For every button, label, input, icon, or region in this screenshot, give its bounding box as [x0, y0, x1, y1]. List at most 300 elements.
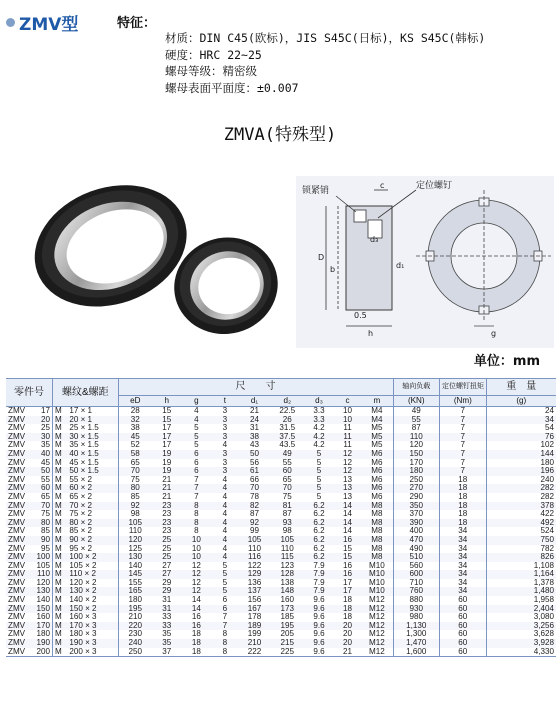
table-cell: 282 — [486, 493, 556, 502]
table-cell: M — [53, 553, 68, 562]
table-cell: ZMV — [6, 519, 31, 528]
table-cell: 230 — [118, 630, 152, 639]
spec-list — [165, 30, 485, 96]
table-cell: 750 — [486, 536, 556, 545]
table-cell: M — [53, 424, 68, 433]
table-cell: 17 — [152, 441, 182, 450]
table-cell: 9.6 — [304, 648, 334, 657]
table-cell: 21 — [334, 648, 361, 657]
table-cell: 8 — [182, 502, 212, 511]
weight-unit: (g) — [486, 396, 556, 407]
table-cell: 6.2 — [304, 536, 334, 545]
table-row — [6, 562, 556, 571]
table-cell: ZMV — [6, 596, 31, 605]
table-row — [6, 570, 556, 579]
table-cell: 3 — [211, 450, 238, 459]
table-cell: 130 × 2 — [67, 587, 118, 596]
table-cell: 4 — [211, 553, 238, 562]
table-cell: 5 — [304, 450, 334, 459]
table-cell: 105 — [31, 562, 52, 571]
table-cell: 9.6 — [304, 622, 334, 631]
table-cell: 81 — [270, 502, 304, 511]
table-cell: 7.9 — [304, 579, 334, 588]
table-cell: 125 — [118, 545, 152, 554]
table-cell: 18 — [440, 476, 487, 485]
unit-label: 单位：mm — [473, 354, 540, 369]
table-cell: 35 — [31, 441, 52, 450]
table-row — [6, 553, 556, 562]
table-cell: 90 × 2 — [67, 536, 118, 545]
dim-g-label: g — [491, 329, 497, 338]
table-cell: 160 × 3 — [67, 613, 118, 622]
table-cell: 250 — [118, 648, 152, 657]
table-cell: 78 — [239, 493, 271, 502]
table-cell: 19 — [152, 459, 182, 468]
table-cell: 55 — [393, 416, 440, 425]
table-cell: M12 — [361, 648, 393, 657]
table-cell: 35 × 1.5 — [67, 441, 118, 450]
table-cell: 189 — [239, 622, 271, 631]
table-cell: M12 — [361, 630, 393, 639]
col-thread-pitch: 螺纹&螺距 — [53, 379, 119, 407]
table-cell: 5 — [211, 587, 238, 596]
table-row — [6, 536, 556, 545]
table-cell: 7 — [440, 450, 487, 459]
table-cell: 60 — [440, 605, 487, 614]
table-cell: 80 — [118, 484, 152, 493]
table-cell: 65 × 2 — [67, 493, 118, 502]
table-cell: M10 — [361, 562, 393, 571]
table-cell: 170 — [31, 622, 52, 631]
table-cell: 3,080 — [486, 613, 556, 622]
table-cell: 105 × 2 — [67, 562, 118, 571]
col-part-number: 零件号 — [6, 379, 53, 407]
table-cell: M6 — [361, 476, 393, 485]
table-cell: 6.2 — [304, 545, 334, 554]
table-cell: 110 — [118, 527, 152, 536]
table-row — [6, 605, 556, 614]
table-cell: 18 — [440, 493, 487, 502]
lock-pin-label: 锁紧销 — [302, 186, 330, 196]
spec-flatness: 螺母表面平面度：±0.007 — [165, 80, 299, 95]
table-cell: ZMV — [6, 407, 31, 416]
table-row — [6, 519, 556, 528]
table-cell: 87 — [393, 424, 440, 433]
table-cell: 17 — [334, 579, 361, 588]
table-cell: 18 — [334, 596, 361, 605]
table-cell: 155 — [118, 579, 152, 588]
table-cell: 60 — [440, 630, 487, 639]
table-cell: 7 — [440, 467, 487, 476]
table-cell: 60 — [440, 596, 487, 605]
table-cell: ZMV — [6, 648, 31, 657]
table-cell: 5 — [211, 562, 238, 571]
table-cell: 4 — [182, 407, 212, 416]
table-cell: 9.6 — [304, 613, 334, 622]
table-cell: 282 — [486, 484, 556, 493]
table-cell: 33 — [152, 622, 182, 631]
table-cell: 15 — [152, 416, 182, 425]
table-cell: 95 × 2 — [67, 545, 118, 554]
table-cell: 10 — [334, 416, 361, 425]
page-subtitle: ZMVA(特殊型) — [223, 125, 337, 145]
table-cell: 524 — [486, 527, 556, 536]
table-cell: 6 — [182, 450, 212, 459]
table-cell: 3 — [211, 424, 238, 433]
table-cell: 9.6 — [304, 605, 334, 614]
table-cell: M — [53, 648, 68, 657]
dim-b-label: b — [330, 265, 336, 274]
table-cell: 98 — [118, 510, 152, 519]
table-cell: 4 — [211, 484, 238, 493]
table-cell: 16 — [334, 536, 361, 545]
table-cell: 7.9 — [304, 562, 334, 571]
table-cell: 13 — [334, 484, 361, 493]
torque-unit: (Nm) — [440, 396, 487, 407]
table-cell: 7 — [440, 424, 487, 433]
table-cell: M8 — [361, 545, 393, 554]
table-row — [6, 484, 556, 493]
table-cell: 100 × 2 — [67, 553, 118, 562]
table-cell: ZMV — [6, 424, 31, 433]
table-cell: 4 — [211, 502, 238, 511]
table-cell: 14 — [334, 510, 361, 519]
table-cell: 55 — [270, 459, 304, 468]
table-cell: 70 — [239, 484, 271, 493]
table-cell: 492 — [486, 519, 556, 528]
table-cell: 11 — [334, 433, 361, 442]
table-cell: 7 — [440, 441, 487, 450]
table-cell: 110 — [31, 570, 52, 579]
table-cell: 34 — [440, 536, 487, 545]
table-cell: 17 × 1 — [67, 407, 118, 416]
table-cell: 6 — [182, 467, 212, 476]
table-cell: 70 — [270, 484, 304, 493]
table-cell: 31 — [239, 424, 271, 433]
table-cell: ZMV — [6, 605, 31, 614]
table-cell: 45 — [31, 459, 52, 468]
table-cell: 60 — [270, 467, 304, 476]
table-cell: 6 — [182, 459, 212, 468]
table-cell: M6 — [361, 493, 393, 502]
table-cell: 9.6 — [304, 596, 334, 605]
table-cell: 110 — [393, 433, 440, 442]
table-cell: 270 — [393, 484, 440, 493]
table-cell: ZMV — [6, 467, 31, 476]
table-cell: 5 — [304, 467, 334, 476]
table-cell: M5 — [361, 424, 393, 433]
table-cell: 29 — [152, 587, 182, 596]
brand-title: ZMV型 — [19, 15, 79, 35]
table-cell: 7 — [182, 493, 212, 502]
table-cell: 80 × 2 — [67, 519, 118, 528]
table-cell: 980 — [393, 613, 440, 622]
table-cell: 150 — [31, 605, 52, 614]
table-cell: 180 — [393, 467, 440, 476]
table-cell: 50 × 1.5 — [67, 467, 118, 476]
table-cell: 34 — [440, 579, 487, 588]
table-cell: 65 — [118, 459, 152, 468]
table-cell: M — [53, 416, 68, 425]
table-cell: 4.2 — [304, 433, 334, 442]
table-cell: M10 — [361, 587, 393, 596]
table-cell: 37.5 — [270, 433, 304, 442]
table-cell: M — [53, 605, 68, 614]
table-cell: 140 × 2 — [67, 596, 118, 605]
table-cell: 20 × 1 — [67, 416, 118, 425]
table-cell: 60 × 2 — [67, 484, 118, 493]
table-cell: 70 × 2 — [67, 502, 118, 511]
table-cell: 15 — [152, 407, 182, 416]
table-cell: 95 — [31, 545, 52, 554]
table-cell: 5 — [211, 570, 238, 579]
table-cell: 87 — [270, 510, 304, 519]
table-cell: 60 — [440, 622, 487, 631]
table-cell: 20 — [334, 630, 361, 639]
spec-material: 材质：DIN C45(欧标)，JIS S45C(日标)，KS S45C(韩标) — [165, 31, 486, 45]
table-cell: 92 — [118, 502, 152, 511]
table-cell: 92 — [239, 519, 271, 528]
table-cell: 49 — [393, 407, 440, 416]
table-cell: 240 — [118, 639, 152, 648]
table-cell: 10 — [182, 536, 212, 545]
col-weight: 重 量 — [486, 379, 556, 396]
table-cell: 14 — [334, 502, 361, 511]
table-cell: 14 — [334, 527, 361, 536]
table-cell: 6 — [211, 596, 238, 605]
table-cell: 195 — [118, 605, 152, 614]
table-cell: 5 — [304, 459, 334, 468]
table-cell: ZMV — [6, 587, 31, 596]
table-cell: 21 — [152, 484, 182, 493]
table-cell: 12 — [334, 459, 361, 468]
table-cell: 25 — [152, 536, 182, 545]
table-cell: 65 — [31, 493, 52, 502]
table-cell: 510 — [393, 553, 440, 562]
table-cell: 422 — [486, 510, 556, 519]
table-cell: M — [53, 536, 68, 545]
table-cell: 195 — [270, 622, 304, 631]
table-cell: 490 — [393, 545, 440, 554]
table-cell: 10 — [182, 545, 212, 554]
table-cell: 178 — [239, 613, 271, 622]
table-row — [6, 441, 556, 450]
dim-c-label: c — [380, 181, 385, 190]
sub-col-h: h — [152, 396, 182, 407]
table-cell: 18 — [440, 510, 487, 519]
table-cell: 18 — [440, 519, 487, 528]
table-cell: 145 — [118, 570, 152, 579]
table-cell: 10 — [334, 407, 361, 416]
table-cell: 5 — [182, 441, 212, 450]
table-cell: 45 — [118, 433, 152, 442]
table-cell: 390 — [393, 519, 440, 528]
table-cell: M — [53, 570, 68, 579]
table-cell: 3.3 — [304, 407, 334, 416]
table-cell: M — [53, 519, 68, 528]
table-cell: 66 — [239, 476, 271, 485]
table-cell: ZMV — [6, 536, 31, 545]
table-cell: 122 — [239, 562, 271, 571]
table-cell: 5 — [304, 493, 334, 502]
table-cell: M12 — [361, 613, 393, 622]
table-cell: 70 — [118, 467, 152, 476]
table-cell: 5 — [304, 476, 334, 485]
table-cell: ZMV — [6, 484, 31, 493]
table-cell: 3 — [211, 459, 238, 468]
table-cell: 200 — [31, 648, 52, 657]
table-cell: M4 — [361, 416, 393, 425]
table-cell: 55 × 2 — [67, 476, 118, 485]
table-cell: M6 — [361, 484, 393, 493]
table-cell: 115 — [270, 553, 304, 562]
table-row — [6, 416, 556, 425]
table-cell: 7 — [211, 622, 238, 631]
table-cell: 15 — [334, 545, 361, 554]
table-cell: ZMV — [6, 433, 31, 442]
table-cell: 24 — [239, 416, 271, 425]
table-cell: 3,628 — [486, 630, 556, 639]
table-cell: 1,480 — [486, 587, 556, 596]
table-cell: 165 — [118, 587, 152, 596]
table-cell: M10 — [361, 579, 393, 588]
table-cell: 30 × 1.5 — [67, 433, 118, 442]
table-cell: 8 — [211, 648, 238, 657]
table-cell: 129 — [239, 570, 271, 579]
table-cell: 60 — [31, 484, 52, 493]
table-cell: 16 — [182, 622, 212, 631]
table-cell: M — [53, 527, 68, 536]
table-cell: ZMV — [6, 570, 31, 579]
table-cell: 75 × 2 — [67, 510, 118, 519]
table-cell: 6.2 — [304, 510, 334, 519]
sub-col-t: t — [211, 396, 238, 407]
table-cell: 105 — [270, 536, 304, 545]
table-cell: 7 — [440, 459, 487, 468]
table-body — [6, 407, 556, 657]
table-cell: M8 — [361, 536, 393, 545]
table-cell: 75 — [118, 476, 152, 485]
table-cell: 33 — [152, 613, 182, 622]
table-cell: 215 — [270, 639, 304, 648]
table-cell: ZMV — [6, 639, 31, 648]
table-cell: 30 — [31, 433, 52, 442]
table-cell: 7 — [440, 433, 487, 442]
table-cell: 120 — [31, 579, 52, 588]
table-cell: 12 — [182, 587, 212, 596]
table-cell: 18 — [182, 630, 212, 639]
sub-col-c: c — [334, 396, 361, 407]
table-cell: M8 — [361, 510, 393, 519]
table-cell: ZMV — [6, 553, 31, 562]
table-cell: 25 — [31, 424, 52, 433]
table-cell: 138 — [270, 579, 304, 588]
table-cell: 40 × 1.5 — [67, 450, 118, 459]
table-cell: 600 — [393, 570, 440, 579]
table-cell: M — [53, 562, 68, 571]
table-cell: M12 — [361, 639, 393, 648]
table-cell: 826 — [486, 553, 556, 562]
table-cell: 38 — [118, 424, 152, 433]
table-cell: 5 — [211, 579, 238, 588]
table-cell: 17 — [334, 587, 361, 596]
table-cell: M8 — [361, 519, 393, 528]
load-unit: (KN) — [393, 396, 440, 407]
table-cell: 21 — [152, 476, 182, 485]
table-cell: 12 — [182, 562, 212, 571]
table-cell: 225 — [270, 648, 304, 657]
table-cell: 12 — [182, 570, 212, 579]
table-cell: 180 — [118, 596, 152, 605]
table-cell: 4 — [211, 493, 238, 502]
table-cell: 240 — [486, 476, 556, 485]
table-cell: 12 — [334, 467, 361, 476]
table-cell: 6 — [211, 605, 238, 614]
table-cell: 105 — [239, 536, 271, 545]
table-cell: M — [53, 484, 68, 493]
table-cell: 6.2 — [304, 553, 334, 562]
table-row — [6, 476, 556, 485]
table-cell: 18 — [440, 484, 487, 493]
table-cell: 130 — [118, 553, 152, 562]
brand-heading — [6, 10, 78, 35]
table-cell: 75 — [31, 510, 52, 519]
table-cell: 116 — [239, 553, 271, 562]
table-cell: 190 — [31, 639, 52, 648]
table-cell: 560 — [393, 562, 440, 571]
table-cell: 8 — [211, 639, 238, 648]
col-screw-torque: 定位螺钉扭矩 — [440, 379, 487, 396]
table-cell: 13 — [334, 476, 361, 485]
table-cell: 34 — [440, 545, 487, 554]
table-cell: 196 — [486, 467, 556, 476]
table-cell: M5 — [361, 433, 393, 442]
table-cell: M8 — [361, 553, 393, 562]
table-cell: 470 — [393, 536, 440, 545]
spec-hardness: 硬度：HRC 22~25 — [165, 47, 262, 62]
table-cell: M — [53, 467, 68, 476]
set-screw-label: 定位螺钉 — [416, 181, 453, 191]
table-cell: 27 — [152, 570, 182, 579]
table-cell: 170 — [393, 459, 440, 468]
table-cell: 3 — [211, 407, 238, 416]
table-row — [6, 613, 556, 622]
table-cell: M4 — [361, 407, 393, 416]
table-cell: 60 — [440, 639, 487, 648]
table-cell: 3 — [211, 416, 238, 425]
table-row — [6, 493, 556, 502]
table-cell: M — [53, 630, 68, 639]
table-cell: 4 — [211, 476, 238, 485]
table-row — [6, 596, 556, 605]
table-cell: 21 — [239, 407, 271, 416]
table-cell: M10 — [361, 570, 393, 579]
table-cell: 4 — [211, 510, 238, 519]
table-cell: 156 — [239, 596, 271, 605]
table-cell: 6.2 — [304, 502, 334, 511]
table-cell: 3 — [211, 467, 238, 476]
table-cell: ZMV — [6, 630, 31, 639]
table-cell: 34 — [440, 570, 487, 579]
table-cell: M — [53, 622, 68, 631]
table-cell: 167 — [239, 605, 271, 614]
table-cell: 23 — [152, 510, 182, 519]
table-row — [6, 450, 556, 459]
table-cell: 190 × 3 — [67, 639, 118, 648]
table-cell: 110 — [239, 545, 271, 554]
table-cell: 710 — [393, 579, 440, 588]
table-cell: 3 — [211, 433, 238, 442]
